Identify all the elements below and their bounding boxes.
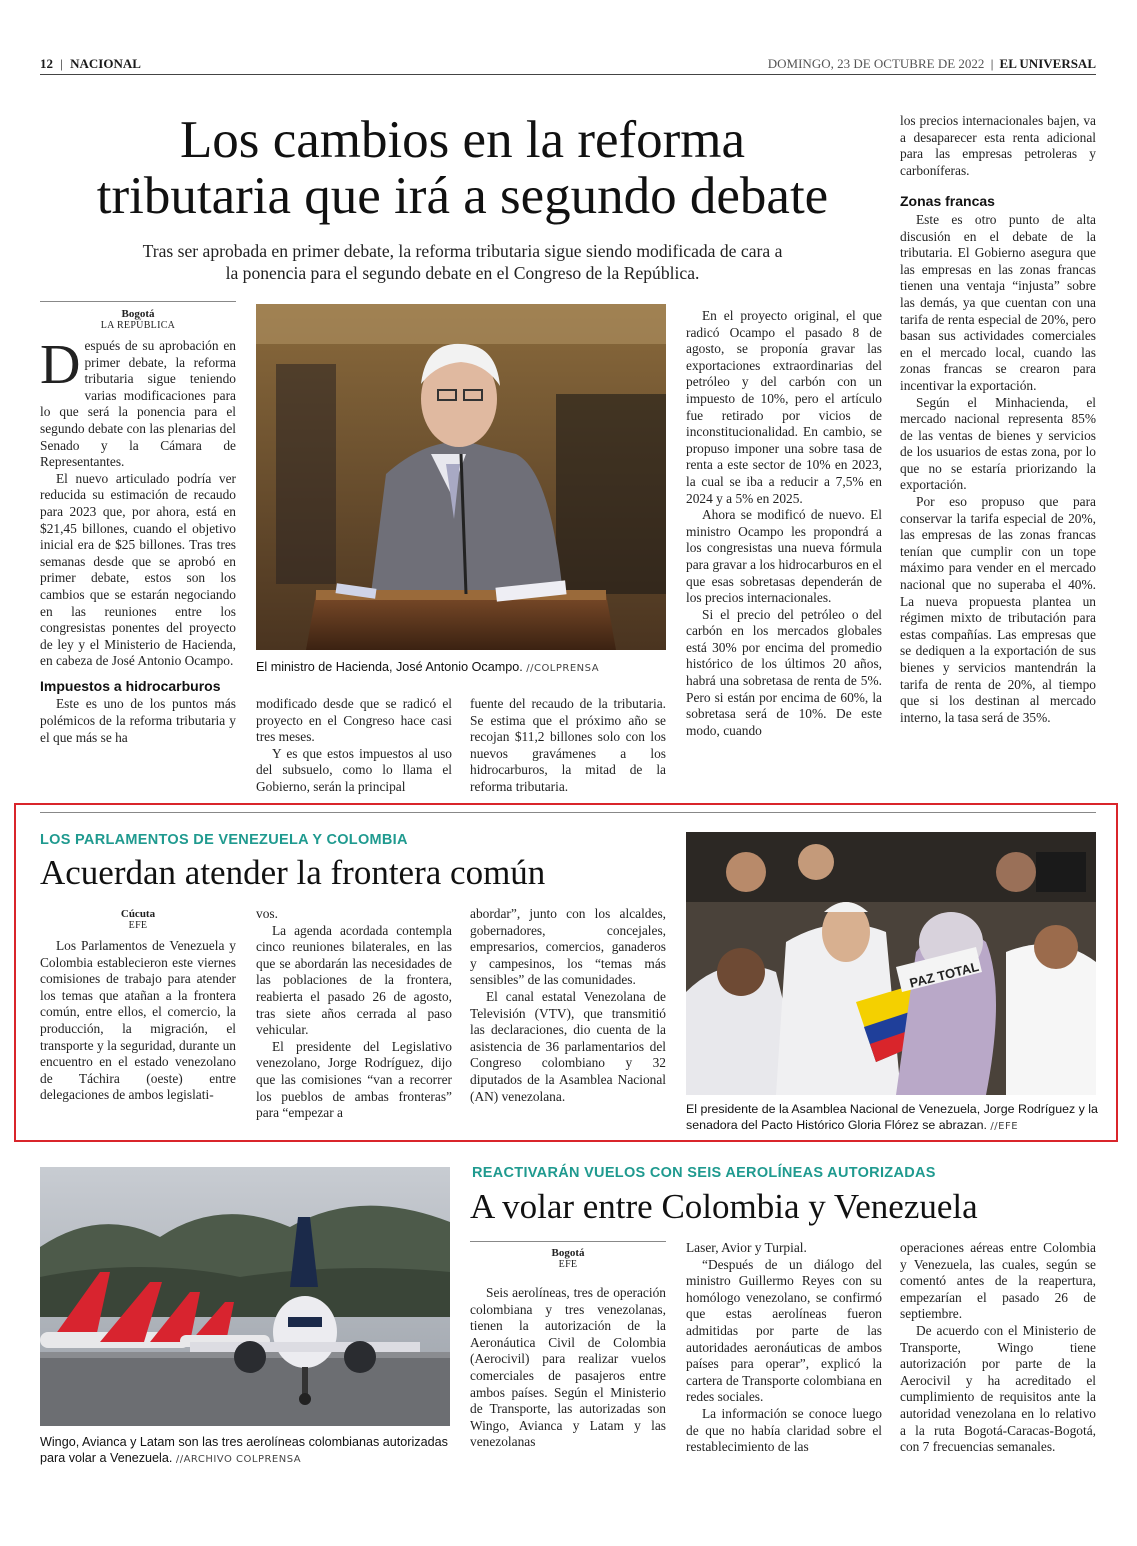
- vuelos-col3-p0: operaciones aéreas entre Colombia y Venezuela, las cuales, según se comentó antes de la reapertura, empezarían el pasado 26 de septiembre.: [900, 1240, 1096, 1322]
- frontera-top-rule: [40, 812, 1096, 813]
- frontera-photo-credit: //EFE: [990, 1121, 1019, 1132]
- main-col1-p2: El nuevo articulado podría ver reducida su estimación de recaudo para 2023 que, por ahora, está en $21,45 billones, cuando el objetivo inicial era de $25 billones. Tras tres semanas desde que se aprobó en primer debate, estos son los cambios que se estarán negociando en las reuniones entre los congresistas ponentes del proyecto de ley y el Ministerio de Hacienda, en cabeza de José Antonio Ocampo.: [40, 470, 236, 669]
- main-col4-p2: Ahora se modificó de nuevo. El ministro Ocampo les propondrá a los congresistas una nueva fórmula para gravar a los hidrocarburos en el que esas sobretasas dependerán de los precios internacionales.: [686, 507, 882, 606]
- vuelos-photo-credit: //ARCHIVO COLPRENSA: [175, 1454, 302, 1465]
- main-col5-p2: Este es otro punto de alta discusión en el debate de la tributaria. El Gobierno asegura que las empresas en las zonas francas tienen una ventaja “injusta” sobre las demás, ya que cuentan con una tarifa de renta especial de 20%, pero basan sus actividades comerciales en el mercado local, cuando las zonas francas se crearon para incentivar la exportación.: [900, 211, 1096, 393]
- subtitle-zonas-francas: Zonas francas: [900, 193, 995, 210]
- paz-total-banner: PAZ TOTAL: [908, 958, 981, 991]
- frontera-dateline-agency: EFE: [128, 920, 148, 931]
- issue-date: DOMINGO, 23 DE OCTUBRE DE 2022: [767, 56, 985, 71]
- vuelos-dateline: [470, 1247, 666, 1271]
- main-col5-p4: Por eso propuso que para conservar la tarifa especial de 20%, las empresas de las zonas francas tenían que cumplir con un tope máximo para vender en el mercado nacional que no superaba el 40%. La nueva propuesta plantea un régimen mixto de tributación para estas compañías. Las empresas que se dediquen a la exportación de sus bienes y servicios mantendrán la tarifa de renta de 20%, al tiempo que si los destinan al mercado interno, la tasa será de 35%.: [900, 494, 1096, 725]
- main-col5-p1: los precios internacionales bajen, va a desaparecer esta renta adicional para las empresas petroleras y carboníferas.: [900, 113, 1096, 178]
- main-photo-caption: [256, 659, 666, 677]
- col1-top-rule: [40, 301, 236, 302]
- main-col5-p3: Según el Minhacienda, el mercado nacional representa 85% de las ventas de bienes y servicios de los usuarios de estas zona, por lo que no se estaría priorizando la exportación.: [900, 394, 1096, 493]
- main-col2-p2: Y es que estos impuestos al uso del subsuelo, como lo llama el Gobierno, serán la principal: [256, 745, 452, 794]
- vuelos-col1-p1: Seis aerolíneas, tres de operación colombiana y tres venezolanas, tienen la autorización de la Aeronáutica Civil de Colombia (Aerocivil) para realizar vuelos comerciales de pasajeros entre ambos países. Según el Ministerio de Transporte, las autorizadas son Wingo, Avianca y Latam y las venezolanas: [470, 1285, 666, 1450]
- vuelos-col-1: [470, 1247, 666, 1472]
- main-col2-p1: modificado desde que se radicó el proyecto en el Congreso hace casi tres meses.: [256, 696, 452, 745]
- vuelos-photo-caption: [40, 1434, 452, 1468]
- paper-name: EL UNIVERSAL: [999, 56, 1096, 71]
- frontera-caption-text: El presidente de la Asamblea Nacional de Venezuela, Jorge Rodríguez y la senadora del Pacto Histórico Gloria Flórez se abrazan.: [686, 1102, 1098, 1132]
- vuelos-col2-p2: La información se conoce luego de que no había claridad sobre el restablecimiento de las: [686, 1405, 882, 1455]
- vuelos-caption-text: Wingo, Avianca y Latam son las tres aerolíneas colombianas autorizadas para volar a Venezuela.: [40, 1435, 448, 1465]
- frontera-kicker: LOS PARLAMENTOS DE VENEZUELA Y COLOMBIA: [40, 832, 408, 848]
- frontera-col3-p2: El canal estatal Venezolana de Televisión (VTV), que transmitió las declaraciones, dio cuenta de la asistencia de 36 parlamentarios del Congreso colombiano y 32 diputados de la Asamblea Nacional (AN) venezolana.: [470, 988, 666, 1104]
- vuelos-dateline-city: Bogotá: [551, 1247, 585, 1259]
- main-col3-p1: fuente del recaudo de la tributaria. Se estima que el próximo año se recojan $11,2 billones solo con los nuevos gravámenes a los hidrocarburos, la mitad de la reforma tributaria.: [470, 696, 666, 794]
- main-col-1: [40, 308, 236, 803]
- aviones-photo: [40, 1167, 450, 1426]
- ocampo-photo: [256, 304, 666, 650]
- main-col-5: [900, 113, 1096, 803]
- vuelos-col1-rule: [470, 1241, 666, 1242]
- frontera-dateline-city: Cúcuta: [120, 908, 156, 920]
- vuelos-col3-p1: De acuerdo con el Ministerio de Transporte, Wingo tiene autorización por parte de la Aerocivil y ha acreditado el cumplimiento de requisitos ante la autoridad venezolana en lo relativo a la ruta Bogotá-Caracas-Bogotá, con 7 frecuencias semanales.: [900, 1322, 1096, 1455]
- page-number: 12: [40, 56, 53, 71]
- frontera-col-1: [40, 908, 236, 1134]
- vuelos-headline: A volar entre Colombia y Venezuela: [470, 1187, 978, 1226]
- main-col1-p3: Este es uno de los puntos más polémicos de la reforma tributaria y el que más se ha: [40, 696, 236, 745]
- main-col4-p3: Si el precio del petróleo o del carbón en los mercados globales está 30% por encima del promedio histórico de los últimos 20 años, habrá una sobretasa de renta de 5%. Pero si están por encima de 60%, la sobretasa será de 10%. De este modo, cuando: [686, 606, 882, 738]
- main-col-2: [256, 696, 452, 802]
- vuelos-dateline-agency: EFE: [558, 1259, 578, 1270]
- frontera-dateline: [40, 908, 236, 932]
- section-name: NACIONAL: [70, 56, 141, 71]
- main-col-4: [686, 308, 882, 803]
- main-caption-text: El ministro de Hacienda, José Antonio Ocampo.: [256, 660, 523, 674]
- asamblea-photo: [686, 832, 1096, 1095]
- vuelos-col2-p1: “Después de un diálogo del ministro Guillermo Reyes con su homólogo venezolano, se confirmó que estas aerolíneas fueron admitidas por parte de las autoridades aeronáuticas de ambos países para operar”, explicó la cartera de Transporte colombiana en redes sociales.: [686, 1256, 882, 1405]
- main-dateline-agency: LA REPÚBLICA: [100, 320, 176, 331]
- vuelos-col-3: [900, 1240, 1096, 1472]
- frontera-photo-caption: [686, 1101, 1098, 1135]
- main-subhead-line1: Tras ser aprobada en primer debate, la reforma tributaria sigue siendo modificada de cara a: [142, 241, 783, 261]
- page-header: 12 | NACIONAL DOMINGO, 23 DE OCTUBRE DE 2022 | EL UNIVERSAL: [40, 56, 1096, 71]
- main-col-3: [470, 696, 666, 802]
- main-headline: [40, 112, 885, 224]
- main-dateline: [40, 308, 236, 332]
- main-photo-credit: //COLPRENSA: [526, 663, 600, 674]
- main-dropcap: D: [40, 334, 81, 396]
- vuelos-kicker: REACTIVARÁN VUELOS CON SEIS AEROLÍNEAS AUTORIZADAS: [472, 1165, 936, 1181]
- frontera-col-2: [256, 906, 452, 1134]
- vuelos-col-2: [686, 1240, 882, 1472]
- frontera-col-3: [470, 906, 666, 1134]
- header-rule: [40, 74, 1096, 75]
- frontera-col1-p1: Los Parlamentos de Venezuela y Colombia establecieron este viernes comisiones de trabajo para atender los temas que atañan a la frontera común, entre ellos, el comercio, la producción, la migración, el transporte y la seguridad, durante un encuentro en el estado venezolano de Táchira (oeste) entre delegaciones de ambos legislati-: [40, 938, 236, 1103]
- main-subhead: [40, 240, 885, 284]
- main-col4-p1: En el proyecto original, el que radicó Ocampo el pasado 8 de agosto, se proponía gravar las exportaciones extraordinarias del petróleo y del carbón con un impuesto de 10%, pero el artículo fue retirado por vicios de inconstitucionalidad. En cambio, se propuso imponer una sobre tasa de renta a este sector de 10% en 2023, la cual se iba a reducir a 7,5% en 2024 y a 5% en 2025.: [686, 308, 882, 506]
- vuelos-col2-p0: Laser, Avior y Turpial.: [686, 1240, 807, 1255]
- frontera-col2-p1: La agenda acordada contempla cinco reuniones bilaterales, en las que se abordarán las necesidades de las poblaciones de la frontera, reabierta el pasado 26 de agosto, tras siete años cerrada al paso vehicular.: [256, 922, 452, 1038]
- frontera-col2-p0: vos.: [256, 906, 278, 921]
- subtitle-hidrocarburos: Impuestos a hidrocarburos: [40, 677, 221, 694]
- frontera-headline: Acuerdan atender la frontera común: [40, 853, 546, 892]
- main-headline-line1: Los cambios en la reforma: [179, 111, 746, 169]
- main-dateline-city: Bogotá: [121, 308, 155, 320]
- frontera-col2-p2: El presidente del Legislativo venezolano, Jorge Rodríguez, dijo que las comisiones “van a recorrer los pueblos de ambas fronteras” para “empezar a: [256, 1038, 452, 1121]
- main-subhead-line2: la ponencia para el segundo debate en el Congreso de la República.: [225, 263, 700, 283]
- main-col1-first: espués de su aprobación en primer debate, la reforma tributaria sigue teniendo varias modificaciones para lo que será la ponencia para el segundo debate con las plenarias del Senado y la Cámara de Representantes.: [40, 338, 236, 470]
- frontera-col3-p1: abordar”, junto con los alcaldes, gobernadores, concejales, empresarios, comercios, ganaderos y campesinos, los “temas más sensibles” de las comunidades.: [470, 906, 666, 988]
- main-headline-line2: tributaria que irá a segundo debate: [96, 167, 829, 225]
